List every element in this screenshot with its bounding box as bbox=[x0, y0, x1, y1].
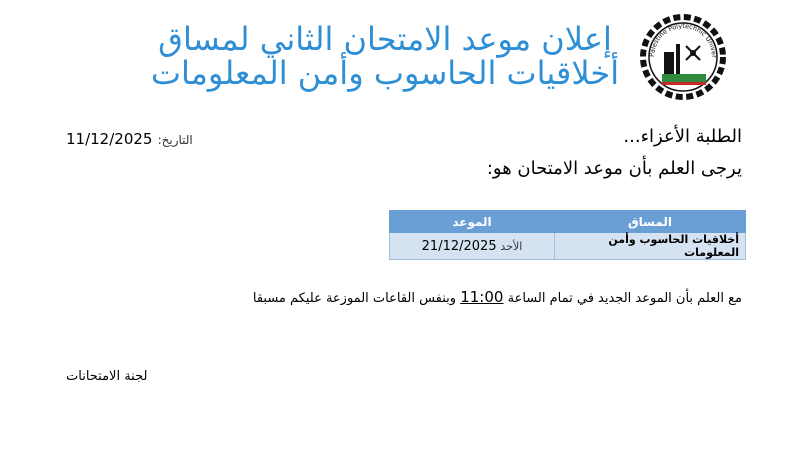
announcement-title bbox=[150, 22, 620, 90]
course-cell: أخلاقيات الحاسوب وأمن المعلومات bbox=[555, 233, 746, 260]
date-line bbox=[66, 129, 193, 148]
university-logo bbox=[640, 14, 726, 100]
title-line-1: إعلان موعد الامتحان الثاني لمساق bbox=[158, 20, 612, 58]
date-label: التاريخ: bbox=[157, 133, 193, 147]
date-value: 11/12/2025 bbox=[66, 130, 153, 148]
note-after: وبنفس القاعات الموزعة عليكم مسبقا bbox=[252, 291, 457, 306]
title-line-2: أخلاقيات الحاسوب وأمن المعلومات bbox=[150, 54, 620, 92]
note-before: مع العلم بأن الموعد الجديد في تمام الساعة bbox=[507, 291, 742, 306]
course-column-header: المساق bbox=[555, 211, 746, 233]
signature: لجنة الامتحانات bbox=[66, 369, 148, 384]
greeting-text: الطلبة الأعزاء... bbox=[623, 126, 742, 147]
exam-day: الأحد bbox=[500, 239, 523, 253]
logo-text: Palestine Polytechnic Univer bbox=[647, 21, 719, 58]
exam-schedule-table bbox=[389, 210, 746, 260]
intro-text: يرجى العلم بأن موعد الامتحان هو: bbox=[486, 158, 742, 179]
exam-date: 21/12/2025 bbox=[421, 238, 497, 254]
exam-time: 11:00 bbox=[460, 288, 504, 306]
date-column-header: الموعد bbox=[390, 211, 555, 233]
date-cell bbox=[390, 233, 555, 260]
time-note bbox=[253, 288, 742, 306]
table-header-row bbox=[390, 211, 746, 233]
table-row bbox=[390, 233, 746, 260]
